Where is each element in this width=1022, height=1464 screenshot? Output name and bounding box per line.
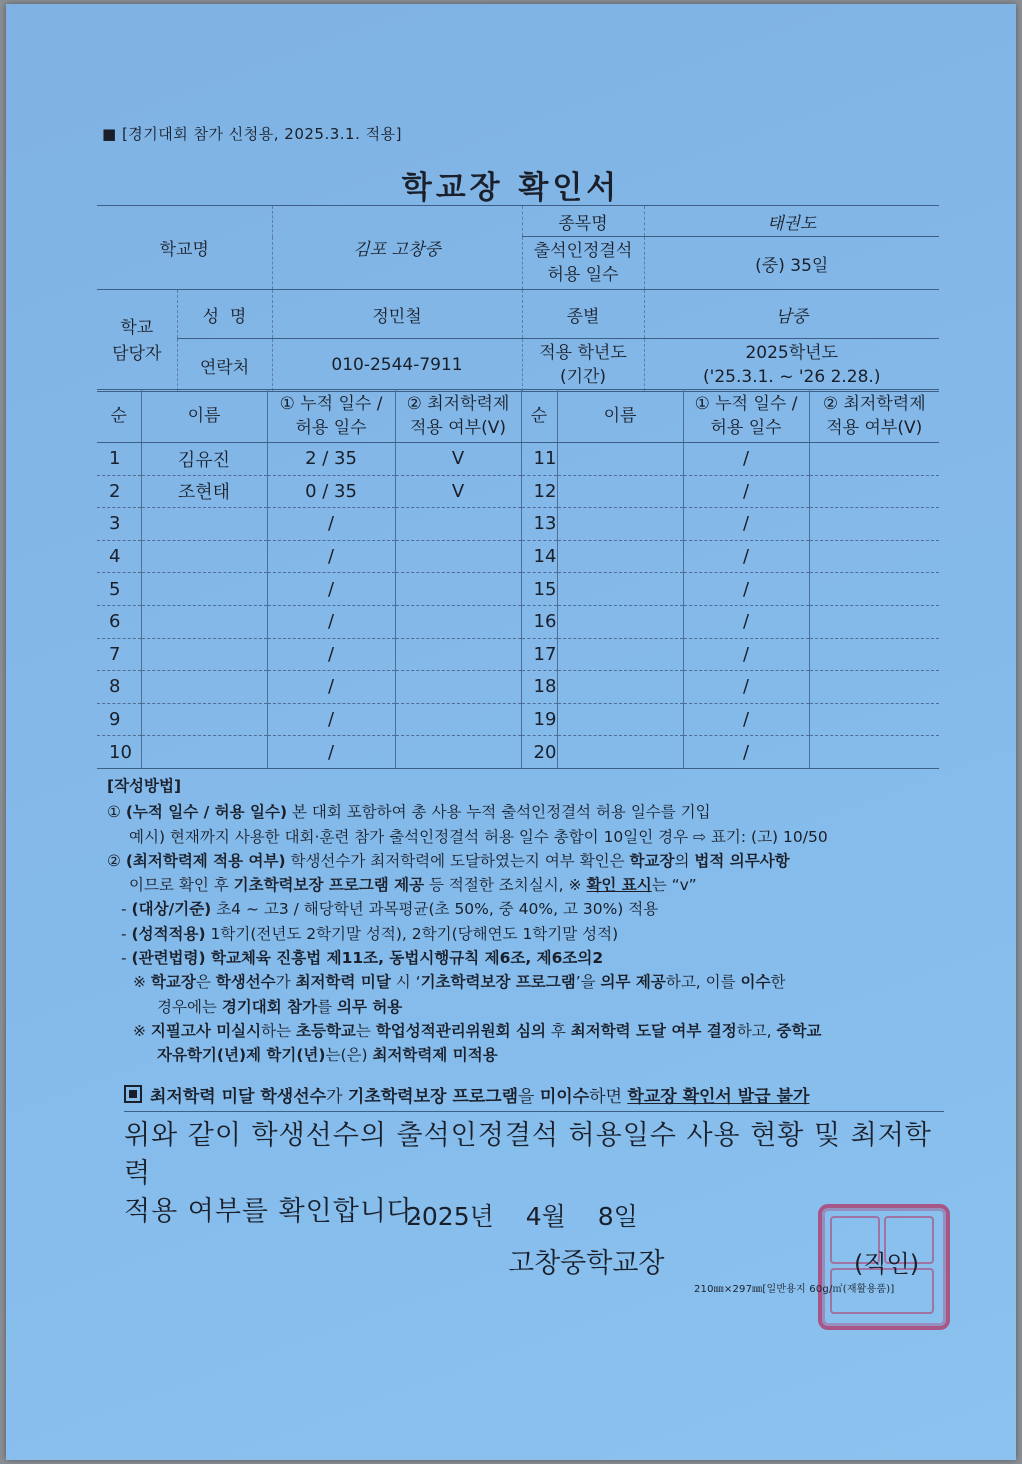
min-academic-flag [809, 638, 939, 671]
cumulative-days: / [683, 605, 809, 638]
mark: ② [107, 851, 126, 870]
student-name [141, 508, 267, 541]
student-name [141, 703, 267, 736]
row-no: 1 [97, 443, 141, 476]
row-no: 3 [97, 508, 141, 541]
text: 를 [317, 997, 337, 1016]
col-flag-header-2-line2: 적용 여부(V) [826, 418, 923, 438]
cumulative-days: / [267, 508, 395, 541]
bold-text: 학업성적관리위원회 심의 [375, 1021, 546, 1040]
col-no-header-2: 순 [521, 390, 557, 443]
min-academic-flag [809, 475, 939, 508]
contact-label: 연락처 [177, 339, 272, 392]
cumulative-days: / [267, 605, 395, 638]
bold-text: 지필고사 미실시 [150, 1021, 262, 1040]
text: 1학기(전년도 2학기말 성적), 2학기(당해연도 1학기말 성적) [205, 924, 619, 943]
bold-text: 중학교 [776, 1021, 822, 1040]
cumulative-days: / [267, 573, 395, 606]
bold-text: (누적 일수 / 허용 일수) [125, 803, 288, 822]
bold-text: 경기대회 참가 [221, 997, 318, 1016]
instruction-2-cont [107, 873, 947, 897]
bold-text: (성적적용) [131, 924, 206, 943]
cumulative-days: / [267, 703, 395, 736]
text: 는(은) [325, 1046, 373, 1065]
text: 이므로 확인 후 [129, 876, 234, 895]
bold-text: (대상/기준) [131, 900, 212, 919]
cumulative-days: / [683, 736, 809, 769]
table-row [97, 475, 939, 508]
instruction-note-2 [107, 1019, 947, 1043]
table-row [97, 671, 939, 704]
staff-name-value: 정민철 [272, 290, 522, 339]
student-name [557, 443, 683, 476]
text: ’을 [575, 973, 601, 992]
text: - [121, 949, 132, 968]
student-name [557, 508, 683, 541]
table-row [97, 443, 939, 476]
warning-text: 기초학력보장 프로그램 [347, 1087, 519, 1107]
warning-notice [124, 1082, 944, 1112]
table-row [97, 540, 939, 573]
student-name: 김유진 [141, 443, 267, 476]
table-row [97, 736, 939, 769]
text: 가 [275, 973, 296, 992]
row-no: 11 [521, 443, 557, 476]
bold-text: 초등학교 [296, 1021, 356, 1040]
warning-text: 가 [326, 1087, 348, 1107]
text: 하고, 이를 [665, 973, 741, 992]
row-no: 2 [97, 475, 141, 508]
row-no: 9 [97, 703, 141, 736]
col-days-header-2 [683, 390, 809, 443]
instruction-target [107, 897, 947, 921]
student-name [141, 638, 267, 671]
text: 는 “v” [651, 876, 697, 895]
col-flag-header-line1: ② 최저학력제 [406, 394, 510, 414]
text: 는 [355, 1021, 376, 1040]
instruction-law [107, 946, 947, 970]
table-row [97, 703, 939, 736]
header-note: ■ [경기대회 참가 신청용, 2025.3.1. 적용] [102, 125, 402, 143]
instruction-note-2-cont [107, 1043, 947, 1067]
student-name [557, 736, 683, 769]
bold-text: 자유학기(년)제 학기(년) [157, 1046, 326, 1065]
year-value [644, 339, 939, 392]
paper-spec: 210㎜×297㎜[일반용지 60g/㎡(재활용품)] [694, 1284, 895, 1295]
year-label-line2: (기간) [559, 367, 607, 387]
instruction-1-example: 예시) 현재까지 사용한 대회·훈련 참가 출석인정결석 허용 일수 총합이 10일인 경우 ⇨ 표기: (고) 10/50 [129, 827, 828, 846]
row-no: 4 [97, 540, 141, 573]
min-academic-flag [395, 508, 521, 541]
text: 시 ‘ [390, 973, 421, 992]
col-days-header [267, 390, 395, 443]
min-academic-flag [395, 703, 521, 736]
cumulative-days: / [267, 540, 395, 573]
confirmation-line-2: 적용 여부를 확인합니다. [124, 1196, 424, 1227]
instructions-heading: [작성방법] [107, 777, 182, 795]
cumulative-days: / [683, 508, 809, 541]
text: - [121, 900, 132, 919]
bold-text: 기초학력보장 프로그램 [420, 973, 576, 992]
student-name [141, 736, 267, 769]
student-name [557, 605, 683, 638]
student-name [141, 605, 267, 638]
row-no: 14 [521, 540, 557, 573]
bold-text: 기초학력보장 프로그램 제공 [233, 876, 425, 895]
cumulative-days: / [683, 573, 809, 606]
school-info-table [97, 205, 939, 392]
col-days-header-2-line1: ① 누적 일수 / [694, 394, 798, 414]
instruction-note-1-cont [107, 995, 947, 1019]
cumulative-days: / [683, 671, 809, 704]
document-page [6, 4, 1016, 1460]
contact-value: 010-2544-7911 [272, 339, 522, 392]
text: ※ [133, 973, 151, 992]
cumulative-days: / [683, 540, 809, 573]
bold-text: 이수 [740, 973, 771, 992]
student-name [557, 475, 683, 508]
document-title: 학교장 확인서 [401, 170, 621, 206]
cumulative-days: / [683, 475, 809, 508]
bold-text: 최저학력 도달 여부 결정 [570, 1021, 737, 1040]
warning-text: 미이수 [539, 1087, 590, 1107]
min-academic-flag: V [395, 443, 521, 476]
min-academic-flag [809, 605, 939, 638]
row-no: 18 [521, 671, 557, 704]
student-name [557, 573, 683, 606]
col-days-header-2-line2: 허용 일수 [710, 418, 782, 438]
table-row [97, 638, 939, 671]
bold-text: (최저학력제 적용 여부) [125, 851, 286, 870]
min-academic-flag [395, 671, 521, 704]
bold-text: 법적 의무사항 [694, 851, 790, 870]
cumulative-days: / [683, 443, 809, 476]
student-name [557, 671, 683, 704]
bold-text: 확인 표시 [586, 876, 652, 895]
roster-body [97, 390, 939, 769]
staff-name-label: 성 명 [177, 290, 272, 339]
min-academic-flag [395, 638, 521, 671]
row-no: 5 [97, 573, 141, 606]
student-name: 조현태 [141, 475, 267, 508]
row-no: 13 [521, 508, 557, 541]
instruction-note-1 [107, 970, 947, 994]
col-days-header-line2: 허용 일수 [295, 418, 367, 438]
warning-text: 학교장 확인서 발급 불가 [627, 1087, 810, 1107]
issue-date: 2025년 4월 8일 [406, 1202, 638, 1231]
row-no: 6 [97, 605, 141, 638]
cumulative-days: 2 / 35 [267, 443, 395, 476]
student-name [141, 671, 267, 704]
allowed-days-label-line1: 출석인정결석 [533, 241, 633, 261]
text: 후 [545, 1021, 571, 1040]
year-value-line2: ('25.3.1. ~ '26 2.28.) [703, 367, 881, 387]
text: 의 [674, 851, 695, 870]
bold-text: 최저학력 미달 [295, 973, 391, 992]
row-no: 8 [97, 671, 141, 704]
row-no: 16 [521, 605, 557, 638]
instruction-2 [107, 849, 947, 873]
bold-text: 최저학력제 미적용 [372, 1046, 498, 1065]
mark: ① [107, 803, 126, 822]
col-name-header-2: 이름 [557, 390, 683, 443]
warning-text: 하면 [589, 1087, 628, 1107]
col-flag-header-2-line1: ② 최저학력제 [822, 394, 926, 414]
min-academic-flag [395, 605, 521, 638]
student-name [141, 540, 267, 573]
student-name [141, 573, 267, 606]
category-label: 종별 [522, 290, 644, 339]
text: 경우에는 [157, 997, 222, 1016]
min-academic-flag [809, 508, 939, 541]
student-name [557, 540, 683, 573]
text: ※ [133, 1021, 151, 1040]
row-no: 17 [521, 638, 557, 671]
row-no: 20 [521, 736, 557, 769]
warning-text: 최저학력 미달 학생선수 [150, 1087, 327, 1107]
cumulative-days: / [683, 638, 809, 671]
event-label: 종목명 [522, 206, 644, 237]
student-name [557, 638, 683, 671]
text: 본 대회 포함하여 총 사용 누적 출석인정결석 허용 일수를 기입 [287, 803, 711, 822]
year-label [522, 339, 644, 392]
col-flag-header [395, 390, 521, 443]
min-academic-flag [395, 540, 521, 573]
row-no: 7 [97, 638, 141, 671]
bold-text: 학교장 [629, 851, 675, 870]
text: 한 [770, 973, 786, 992]
col-no-header: 순 [97, 390, 141, 443]
min-academic-flag [809, 736, 939, 769]
warning-text: 을 [518, 1087, 540, 1107]
cumulative-days: 0 / 35 [267, 475, 395, 508]
allowed-days-label-line2: 허용 일수 [547, 265, 619, 285]
bold-text: 학생선수 [215, 973, 276, 992]
bold-text: (관련법령) 학교체육 진흥법 제11조, 동법시행규칙 제6조, 제6조의2 [131, 949, 604, 968]
instruction-1 [107, 800, 947, 824]
text: 학생선수가 최저학력에 도달하였는지 여부 확인은 [285, 851, 630, 870]
text: 하고, [736, 1021, 777, 1040]
table-row [97, 605, 939, 638]
min-academic-flag [395, 573, 521, 606]
school-name-label: 학교명 [97, 206, 272, 290]
school-name-value: 김포 고창중 [272, 206, 522, 290]
roster-header-row [97, 390, 939, 443]
category-value: 남중 [644, 290, 939, 339]
col-flag-header-line2: 적용 여부(V) [410, 418, 506, 438]
confirmation-line-1: 위와 같이 학생선수의 출석인정결석 허용일수 사용 현황 및 최저학력 [124, 1120, 932, 1189]
min-academic-flag [809, 703, 939, 736]
event-value: 태권도 [644, 206, 939, 237]
table-row [97, 573, 939, 606]
bold-text: 의무 제공 [600, 973, 666, 992]
min-academic-flag [395, 736, 521, 769]
student-roster-table [97, 389, 939, 769]
row-no: 19 [521, 703, 557, 736]
instructions [107, 774, 947, 1068]
instruction-grades [107, 922, 947, 946]
bold-text: 학교장 [150, 973, 196, 992]
col-name-header: 이름 [141, 390, 267, 443]
min-academic-flag: V [395, 475, 521, 508]
text: 초4 ~ 고3 / 해당학년 과목평균(초 50%, 중 40%, 고 30%) 적용 [211, 900, 659, 919]
staff-label-line1: 학교 [120, 317, 154, 338]
seal-label: (직인) [854, 1250, 920, 1278]
min-academic-flag [809, 671, 939, 704]
text: - [121, 924, 132, 943]
text: 은 [195, 973, 216, 992]
min-academic-flag [809, 540, 939, 573]
year-value-line1: 2025학년도 [745, 343, 839, 363]
cumulative-days: / [267, 736, 395, 769]
year-label-line1: 적용 학년도 [539, 343, 627, 363]
cumulative-days: / [267, 671, 395, 704]
cumulative-days: / [683, 703, 809, 736]
bold-text: 의무 허용 [336, 997, 403, 1016]
staff-label [97, 290, 177, 392]
allowed-days-label [522, 237, 644, 290]
row-no: 10 [97, 736, 141, 769]
allowed-days-value: (중) 35일 [644, 237, 939, 290]
text: 하는 [261, 1021, 297, 1040]
min-academic-flag [809, 573, 939, 606]
row-no: 15 [521, 573, 557, 606]
text: 등 적절한 조치실시, ※ [424, 876, 587, 895]
table-row [97, 508, 939, 541]
checkbox-square-icon [124, 1085, 142, 1103]
cumulative-days: / [267, 638, 395, 671]
principal-title: 고창중학교장 [508, 1248, 665, 1279]
col-days-header-line1: ① 누적 일수 / [279, 394, 383, 414]
staff-label-line2: 담당자 [112, 343, 162, 364]
min-academic-flag [809, 443, 939, 476]
student-name [557, 703, 683, 736]
row-no: 12 [521, 475, 557, 508]
col-flag-header-2 [809, 390, 939, 443]
